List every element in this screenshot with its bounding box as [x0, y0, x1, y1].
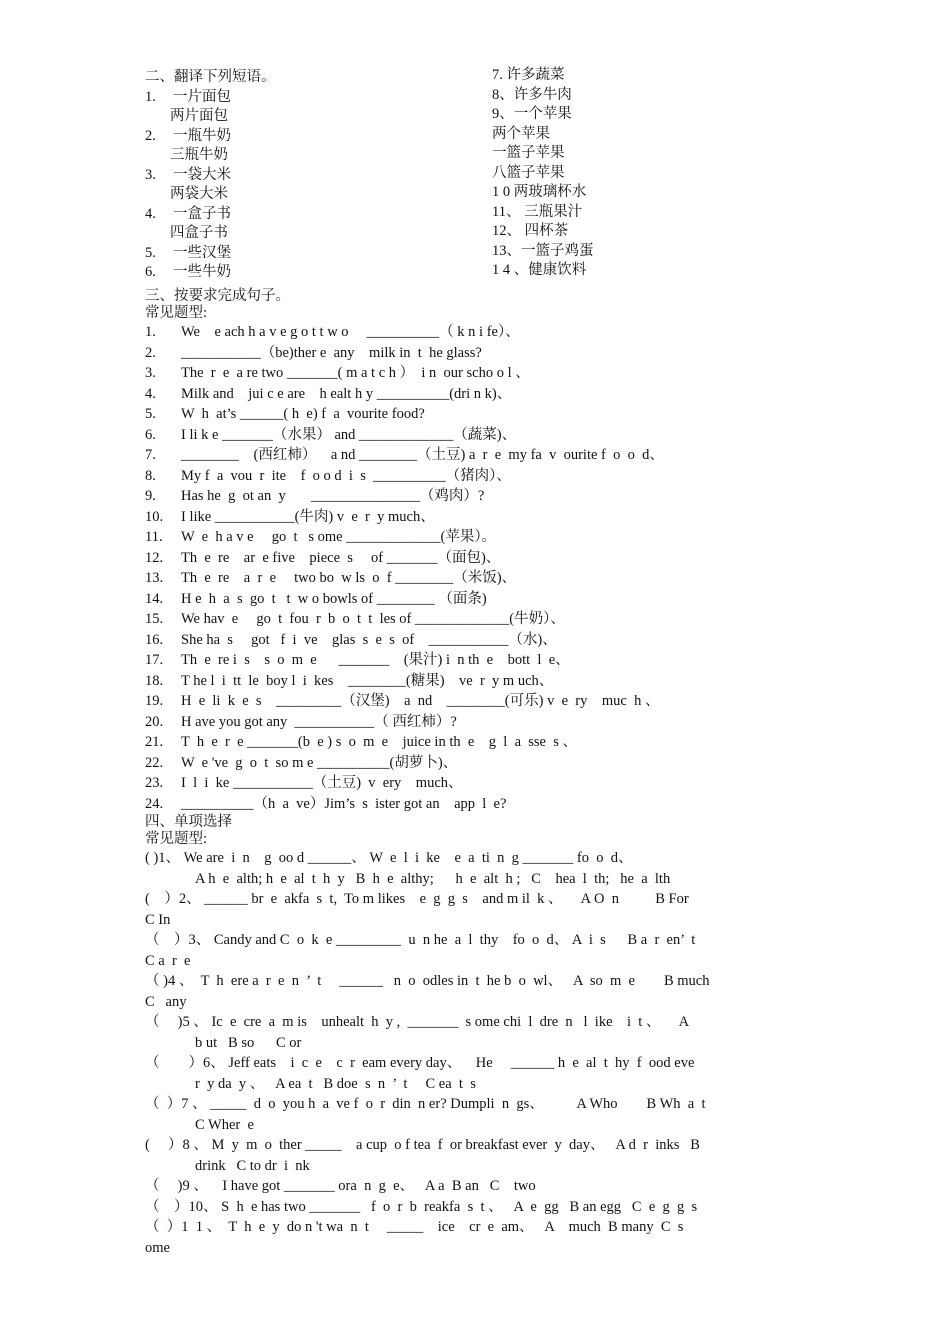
- phrase-number: 1.: [145, 88, 156, 105]
- sentence-item: [145, 609, 815, 630]
- section3-list: [145, 322, 815, 814]
- sentence-item: [145, 568, 815, 589]
- sentence-item: [145, 363, 815, 384]
- main-content: [145, 288, 815, 1258]
- sentence-text: We hav e go t fou r b o t t les of _____________(牛奶）、: [181, 611, 565, 627]
- choice-question: [145, 1053, 815, 1094]
- phrase-item: 1 4 、健康饮料: [492, 262, 587, 278]
- question-text: ( ）2、 ______ br e akfa s t, To m likes e g g s and m il k 、 A O n B For: [145, 891, 689, 907]
- section4-title: 四、单项选择: [145, 814, 232, 830]
- sentence-text: T h e r e _______(b e ) s o m e juice in th e g l a sse s 、: [181, 734, 577, 750]
- section3-title: 三、按要求完成句子。: [145, 288, 290, 304]
- sentence-number: 11.: [145, 529, 163, 545]
- question-text: （ ）3、 Candy and C o k e _________ u n he a l thy fo o d、 A i s B a r en’ t: [145, 932, 696, 948]
- phrase-item: 两个苹果: [492, 125, 550, 142]
- section2-right-list: [492, 66, 594, 281]
- phrase-number: 5.: [145, 244, 156, 261]
- sentence-number: 8.: [145, 467, 156, 484]
- section4-subtitle: 常见题型:: [145, 831, 208, 847]
- choice-question: [145, 1176, 815, 1197]
- question-text: ( ）8 、 M y m o ther _____ a cup o f tea f or breakfast ever y day、 A d r inks B: [145, 1137, 700, 1153]
- sentence-text: Th e re i s s o m e _______ (果汁) i n th e bott l e、: [181, 652, 570, 668]
- section2-right-column: [492, 66, 594, 281]
- sentence-number: 18.: [145, 672, 164, 689]
- sentence-text: W h at’s ______( h e) f a vourite food?: [181, 406, 425, 422]
- sentence-number: 24.: [145, 795, 164, 812]
- phrase-item: 一篮子苹果: [492, 145, 565, 161]
- sentence-text: ________ (西红柿） a nd ________（土豆) a r e my fa v ourite f o o d、: [181, 447, 664, 463]
- question-options: C Wher e: [195, 1116, 254, 1133]
- sentence-item: [145, 732, 815, 753]
- question-options: r y da y 、 A ea t B doe s n ’ t C ea t s: [195, 1075, 476, 1092]
- question-text: （ )5 、 Ic e cre a m is unhealt h y , _______ s ome chi l dre n l ike i t 、 A: [145, 1014, 690, 1030]
- sentence-number: 7.: [145, 447, 156, 463]
- sentence-text: W e 've g o t so m e __________(胡萝卜)、: [181, 754, 458, 771]
- sentence-item: [145, 507, 815, 528]
- sentence-text: T he l i tt le boy l i kes ________(糖果) ve r y m uch、: [181, 672, 554, 689]
- sentence-number: 1.: [145, 324, 156, 340]
- sentence-text: Milk and jui c e are h ealt h y __________(dri n k)、: [181, 385, 512, 402]
- sentence-number: 23.: [145, 775, 164, 791]
- question-options: C a r e: [145, 952, 191, 969]
- phrase-item: 13、一篮子鸡蛋: [492, 242, 594, 259]
- sentence-item: [145, 712, 815, 733]
- sentence-text: She ha s got f i ve glas s e s of ___________（水)、: [181, 631, 557, 648]
- phrase-text: 一些汉堡: [173, 244, 231, 261]
- sentence-text: __________（h a ve）Jim’s s ister got an app l e?: [181, 795, 507, 812]
- sentence-number: 15.: [145, 611, 164, 627]
- question-options: ome: [145, 1239, 170, 1256]
- sentence-item: [145, 753, 815, 774]
- sentence-number: 5.: [145, 406, 156, 422]
- sentence-number: 10.: [145, 508, 164, 525]
- sentence-text: H e li k e s _________（汉堡) a nd ________(可乐) v e ry muc h 、: [181, 693, 660, 709]
- sentence-item: [145, 404, 815, 425]
- sentence-item: [145, 466, 815, 487]
- phrase-item: 11、 三瓶果汁: [492, 203, 583, 220]
- sentence-text: The r e a re two _______( m a t c h ） i n our scho o l 、: [181, 365, 530, 381]
- choice-question: [145, 848, 815, 889]
- phrase-item: 7. 许多蔬菜: [492, 67, 565, 83]
- sentence-number: 20.: [145, 713, 164, 730]
- question-options: C In: [145, 911, 171, 928]
- sentence-text: Has he g ot an y _______________（鸡肉）?: [181, 488, 485, 504]
- sentence-text: I l i ke ___________（土豆) v ery much、: [181, 775, 463, 791]
- sentence-number: 9.: [145, 488, 156, 504]
- sentence-number: 4.: [145, 385, 156, 402]
- sentence-item: [145, 691, 815, 712]
- sentence-item: [145, 343, 815, 364]
- sentence-item: [145, 322, 815, 343]
- question-text: （ ）1 1 、 T h e y do n 't wa n t _____ ice cr e am、 A much B many C s: [145, 1219, 684, 1235]
- section2-left-column: [145, 68, 276, 283]
- phrase-item: [145, 244, 276, 264]
- sentence-item: [145, 548, 815, 569]
- sentence-number: 2.: [145, 344, 156, 361]
- phrase-subitem: 四盒子书: [170, 225, 228, 241]
- sentence-number: 12.: [145, 549, 164, 566]
- sentence-item: [145, 589, 815, 610]
- question-text: （ ）6、 Jeff eats i c e c r eam every day、 He ______ h e al t hy f ood eve: [145, 1055, 695, 1071]
- sentence-number: 16.: [145, 631, 164, 648]
- sentence-item: [145, 527, 815, 548]
- phrase-text: 一盒子书: [173, 205, 231, 222]
- question-options: b ut B so C or: [195, 1034, 302, 1051]
- phrase-item: 8、许多牛肉: [492, 86, 572, 103]
- phrase-item: [145, 263, 276, 283]
- question-text: （ )4 、 T h ere a r e n ’ t ______ n o odles in t he b o wl、 A so m e B much: [145, 973, 710, 989]
- sentence-text: I li k e _______（水果） and _____________（蔬菜)、: [181, 426, 517, 443]
- choice-question: [145, 971, 815, 1012]
- sentence-text: H ave you got any ___________（ 西红柿）?: [181, 713, 457, 730]
- question-text: （ ）7 、 _____ d o you h a ve f o r din n er? Dumpli n gs、 A Who B Wh a t: [145, 1096, 706, 1112]
- phrase-text: 一些牛奶: [173, 264, 231, 280]
- sentence-item: [145, 671, 815, 692]
- choice-question: [145, 889, 815, 930]
- phrase-text: 一片面包: [173, 88, 231, 105]
- section4-list: [145, 848, 815, 1258]
- sentence-item: [145, 794, 815, 815]
- phrase-item: 1 0 两玻璃杯水: [492, 184, 587, 200]
- phrase-item: 12、 四杯茶: [492, 223, 569, 239]
- sentence-item: [145, 425, 815, 446]
- sentence-text: Th e re ar e five piece s of _______（面包)、: [181, 549, 501, 566]
- sentence-text: My f a vou r ite f o o d i s __________（猪肉）、: [181, 467, 511, 484]
- choice-question: [145, 930, 815, 971]
- sentence-text: ___________（be)ther e any milk in t he glass?: [181, 344, 482, 361]
- phrase-subitem: 三瓶牛奶: [170, 147, 228, 163]
- sentence-number: 21.: [145, 734, 164, 750]
- section2-title: 二、翻译下列短语。: [145, 69, 276, 85]
- phrase-subitem: 两袋大米: [170, 186, 228, 202]
- choice-question: [145, 1012, 815, 1053]
- sentence-item: [145, 630, 815, 651]
- phrase-item: [145, 127, 276, 147]
- phrase-item: 八篮子苹果: [492, 164, 565, 181]
- question-text: （ )9 、 I have got _______ ora n g e、 A a B an C two: [145, 1178, 536, 1194]
- phrase-number: 6.: [145, 264, 156, 280]
- phrase-text: 一袋大米: [173, 166, 231, 183]
- phrase-item: 9、一个苹果: [492, 106, 572, 122]
- sentence-text: W e h a v e go t s ome _____________(苹果）。: [181, 529, 497, 545]
- sentence-number: 17.: [145, 652, 164, 668]
- sentence-number: 19.: [145, 693, 164, 709]
- phrase-number: 2.: [145, 127, 156, 144]
- phrase-item: [145, 166, 276, 186]
- question-options: A h e alth; h e al t h y B h e althy; h e alt h ; C hea l th; he a lth: [195, 870, 671, 887]
- sentence-text: H e h a s go t t w o bowls of ________ （面条): [181, 590, 487, 607]
- section3-subtitle: 常见题型:: [145, 305, 208, 321]
- sentence-item: [145, 384, 815, 405]
- sentence-item: [145, 773, 815, 794]
- sentence-number: 22.: [145, 754, 164, 771]
- sentence-number: 14.: [145, 590, 164, 607]
- choice-question: [145, 1094, 815, 1135]
- phrase-number: 4.: [145, 205, 156, 222]
- question-text: （ ）10、 S h e has two _______ f o r b reakfa s t 、 A e gg B an egg C e g g s: [145, 1198, 698, 1215]
- question-options: drink C to dr i nk: [195, 1157, 310, 1174]
- phrase-subitem: 两片面包: [170, 108, 228, 124]
- phrase-item: [145, 205, 276, 225]
- phrase-number: 3.: [145, 166, 156, 183]
- sentence-item: [145, 650, 815, 671]
- sentence-text: I like ___________(牛肉) v e r y much、: [181, 508, 435, 525]
- question-text: ( )1、 We are i n g oo d ______、 W e l i ke e a ti n g _______ fo o d、: [145, 850, 633, 866]
- choice-question: [145, 1217, 815, 1258]
- sentence-number: 3.: [145, 365, 156, 381]
- phrase-text: 一瓶牛奶: [173, 127, 231, 144]
- choice-question: [145, 1197, 815, 1218]
- question-options: C any: [145, 993, 187, 1010]
- section2-left-list: [145, 88, 276, 283]
- choice-question: [145, 1135, 815, 1176]
- sentence-text: We e ach h a v e g o t t w o __________（ k n i fe）、: [181, 324, 520, 340]
- sentence-number: 13.: [145, 570, 164, 586]
- sentence-text: Th e re a r e two bo w ls o f ________（米饭)、: [181, 570, 517, 586]
- sentence-number: 6.: [145, 426, 156, 443]
- sentence-item: [145, 445, 815, 466]
- phrase-item: [145, 88, 276, 108]
- sentence-item: [145, 486, 815, 507]
